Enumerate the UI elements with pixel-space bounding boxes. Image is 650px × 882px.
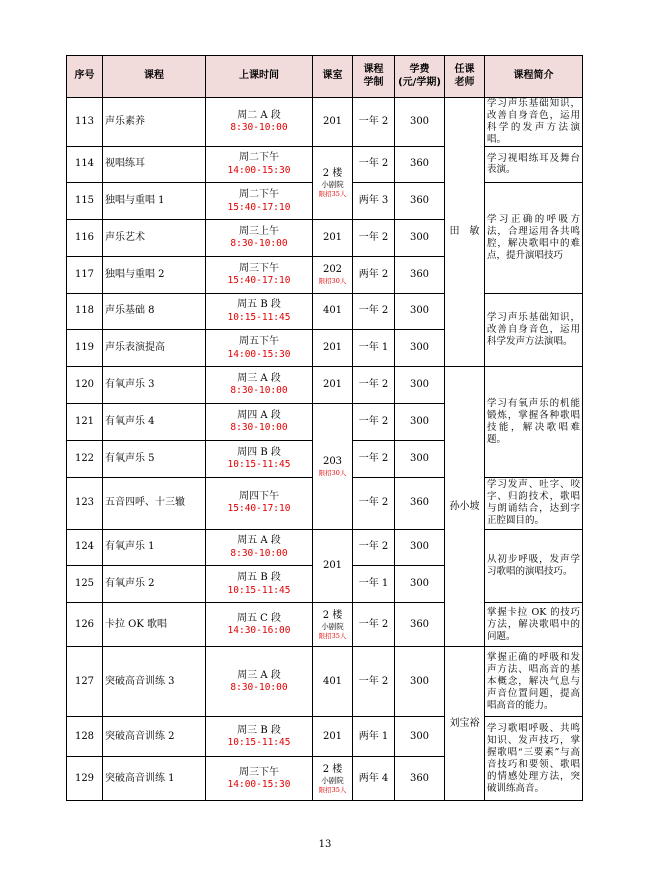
cell-no: 128 xyxy=(67,717,103,757)
header-course: 课程 xyxy=(103,56,206,98)
time-range: 8:30-10:00 xyxy=(230,547,288,559)
cell-duration: 一年 1 xyxy=(353,330,395,367)
time-day: 周二 A 段 xyxy=(237,109,281,121)
header-room: 课室 xyxy=(313,56,353,98)
cell-fee: 300 xyxy=(395,293,445,330)
cell-time xyxy=(206,293,313,330)
room-note: 限招35人 xyxy=(318,631,347,640)
cell-room: 401 xyxy=(313,293,353,330)
header-teacher-l2: 老师 xyxy=(454,76,475,88)
cell-duration: 两年 3 xyxy=(353,183,395,220)
cell-course: 五音四呼、十三辙 xyxy=(103,477,206,529)
time-day: 周五 B 段 xyxy=(237,299,281,311)
page-number: 13 xyxy=(318,839,332,850)
cell-fee: 300 xyxy=(395,367,445,404)
room-note: 限招30人 xyxy=(318,276,347,285)
room-main: 2 楼 xyxy=(322,763,343,775)
cell-intro: 学习正确的呼吸方法，合理运用各共鸣腔，解决歌唱中的难点，提升演唱技巧 xyxy=(485,183,583,293)
header-teacher-l1: 任课 xyxy=(454,64,475,75)
room-sub: 小剧院 xyxy=(321,622,344,632)
header-fee-l1: 学费 xyxy=(409,64,430,75)
cell-intro: 学习歌唱呼吸、共鸣知识、发声技巧，掌握歌唱“三要素”与高音技巧和要领、歌唱的情感处理方法，突破训练高音。 xyxy=(485,717,583,801)
time-day: 周三上午 xyxy=(239,225,279,237)
header-no: 序号 xyxy=(67,56,103,98)
time-range: 15:40-17:10 xyxy=(227,503,291,515)
cell-intro: 掌握卡拉 OK 的技巧方法，解决歌唱中的问题。 xyxy=(485,603,583,647)
cell-duration: 两年 1 xyxy=(353,717,395,757)
cell-intro: 学习视唱练耳及舞台表演。 xyxy=(485,146,583,183)
cell-time xyxy=(206,717,313,757)
time-range: 10:15-11:45 xyxy=(227,311,291,323)
cell-duration: 一年 2 xyxy=(353,440,395,477)
course-table xyxy=(66,55,583,801)
cell-time xyxy=(206,330,313,367)
table-row xyxy=(67,293,583,330)
cell-no: 116 xyxy=(67,220,103,257)
header-fee xyxy=(395,56,445,98)
header-time: 上课时间 xyxy=(206,56,313,98)
cell-duration: 一年 2 xyxy=(353,404,395,441)
time-range: 8:30-10:00 xyxy=(230,422,288,434)
cell-room xyxy=(313,757,353,801)
room-note: 限招35人 xyxy=(318,785,347,794)
header-duration-l2: 学制 xyxy=(363,76,384,88)
cell-time xyxy=(206,529,313,566)
cell-room: 401 xyxy=(313,647,353,717)
cell-fee: 300 xyxy=(395,717,445,757)
cell-no: 117 xyxy=(67,256,103,293)
cell-fee: 360 xyxy=(395,183,445,220)
cell-course: 突破高音训练 3 xyxy=(103,647,206,717)
header-fee-l2: (元/学期) xyxy=(398,76,441,88)
time-day: 周四 A 段 xyxy=(237,409,281,421)
time-range: 14:00-15:30 xyxy=(227,779,291,791)
cell-fee: 360 xyxy=(395,256,445,293)
cell-room: 201 xyxy=(313,367,353,404)
cell-duration: 两年 4 xyxy=(353,757,395,801)
header-intro: 课程简介 xyxy=(485,56,583,98)
cell-time xyxy=(206,367,313,404)
cell-fee: 300 xyxy=(395,98,445,147)
cell-room xyxy=(313,256,353,293)
cell-course: 有氧声乐 4 xyxy=(103,404,206,441)
cell-time xyxy=(206,440,313,477)
time-range: 10:15-11:45 xyxy=(227,737,291,749)
cell-time xyxy=(206,146,313,183)
cell-time xyxy=(206,404,313,441)
cell-no: 121 xyxy=(67,404,103,441)
room-main: 203 xyxy=(322,456,343,468)
time-day: 周三下午 xyxy=(239,766,279,778)
cell-course: 声乐表演提高 xyxy=(103,330,206,367)
cell-fee: 360 xyxy=(395,603,445,647)
time-range: 8:30-10:00 xyxy=(230,238,288,250)
cell-duration: 一年 2 xyxy=(353,603,395,647)
cell-time xyxy=(206,256,313,293)
room-sub: 小剧院 xyxy=(321,776,344,786)
cell-duration: 一年 2 xyxy=(353,98,395,147)
time-day: 周五下午 xyxy=(239,336,279,348)
header-teacher xyxy=(445,56,485,98)
cell-no: 123 xyxy=(67,477,103,529)
cell-room: 201 xyxy=(313,529,353,603)
cell-teacher: 刘宝裕 xyxy=(445,647,485,801)
cell-fee: 300 xyxy=(395,529,445,566)
time-day: 周二下午 xyxy=(239,189,279,200)
cell-course: 声乐艺术 xyxy=(103,220,206,257)
cell-fee: 300 xyxy=(395,330,445,367)
cell-intro: 学习有氧声乐的机能锻炼，掌握各种歌唱技能，解决歌唱难题。 xyxy=(485,367,583,477)
room-main: 202 xyxy=(322,264,343,276)
time-day: 周二下午 xyxy=(239,152,279,164)
cell-course: 独唱与重唱 1 xyxy=(103,183,206,220)
room-sub: 小剧院 xyxy=(321,180,344,190)
time-range: 15:40-17:10 xyxy=(227,275,291,287)
cell-intro: 学习声乐基础知识，改善自身音色，运用科学的发声方法演唱。 xyxy=(485,98,583,147)
cell-time xyxy=(206,603,313,647)
cell-course: 声乐素养 xyxy=(103,98,206,147)
time-day: 周三 B 段 xyxy=(237,724,281,736)
cell-time xyxy=(206,220,313,257)
cell-fee: 300 xyxy=(395,440,445,477)
cell-course: 卡拉 OK 歌唱 xyxy=(103,603,206,647)
room-main: 2 楼 xyxy=(322,609,343,621)
cell-duration: 一年 2 xyxy=(353,367,395,404)
room-note: 限招30人 xyxy=(318,468,347,477)
cell-no: 129 xyxy=(67,757,103,801)
time-day: 周五 C 段 xyxy=(236,612,281,624)
cell-room xyxy=(313,603,353,647)
cell-fee: 300 xyxy=(395,404,445,441)
table-row xyxy=(67,367,583,404)
cell-duration: 一年 2 xyxy=(353,293,395,330)
cell-no: 126 xyxy=(67,603,103,647)
cell-time xyxy=(206,477,313,529)
time-range: 8:30-10:00 xyxy=(230,682,288,694)
cell-no: 127 xyxy=(67,647,103,717)
room-note: 限招35人 xyxy=(318,189,347,198)
time-day: 周五 A 段 xyxy=(237,535,281,547)
time-range: 10:15-11:45 xyxy=(227,584,291,596)
cell-course: 有氧声乐 2 xyxy=(103,566,206,603)
room-main: 2 楼 xyxy=(322,167,343,179)
time-range: 14:00-15:30 xyxy=(227,164,291,176)
cell-course: 声乐基础 8 xyxy=(103,293,206,330)
cell-room: 201 xyxy=(313,717,353,757)
header-duration-l1: 课程 xyxy=(363,64,384,75)
cell-fee: 300 xyxy=(395,647,445,717)
cell-course: 有氧声乐 1 xyxy=(103,529,206,566)
table-row xyxy=(67,98,583,147)
cell-duration: 两年 2 xyxy=(353,256,395,293)
cell-fee: 360 xyxy=(395,757,445,801)
table-row xyxy=(67,146,583,183)
cell-intro: 掌握正确的呼吸和发声方法、唱高音的基本概念，解决气息与声音位置问题，提高唱高音的能力。 xyxy=(485,647,583,717)
time-range: 8:30-10:00 xyxy=(230,385,288,397)
time-day: 周三下午 xyxy=(239,262,279,274)
cell-fee: 300 xyxy=(395,566,445,603)
cell-no: 122 xyxy=(67,440,103,477)
cell-course: 独唱与重唱 2 xyxy=(103,256,206,293)
table-row xyxy=(67,647,583,717)
cell-intro: 学习声乐基础知识，改善自身音色，运用科学发声方法演唱。 xyxy=(485,293,583,367)
cell-no: 115 xyxy=(67,183,103,220)
cell-room: 201 xyxy=(313,330,353,367)
header-duration xyxy=(353,56,395,98)
time-day: 周五 B 段 xyxy=(237,572,281,584)
cell-course: 突破高音训练 2 xyxy=(103,717,206,757)
time-range: 14:30-16:00 xyxy=(227,625,291,637)
cell-no: 124 xyxy=(67,529,103,566)
cell-duration: 一年 2 xyxy=(353,647,395,717)
cell-course: 有氧声乐 3 xyxy=(103,367,206,404)
header-row xyxy=(67,56,583,98)
cell-fee: 300 xyxy=(395,220,445,257)
time-day: 周四 B 段 xyxy=(237,446,281,458)
cell-room xyxy=(313,146,353,220)
time-day: 周四下午 xyxy=(239,490,279,502)
cell-no: 119 xyxy=(67,330,103,367)
cell-room: 201 xyxy=(313,220,353,257)
time-day: 周三 A 段 xyxy=(237,372,281,384)
cell-duration: 一年 2 xyxy=(353,220,395,257)
cell-no: 118 xyxy=(67,293,103,330)
cell-room xyxy=(313,404,353,530)
cell-no: 125 xyxy=(67,566,103,603)
time-range: 14:00-15:30 xyxy=(227,348,291,360)
cell-teacher: 孙小坡 xyxy=(445,367,485,647)
cell-intro: 从初步呼吸，发声学习歌唱的演唱技巧。 xyxy=(485,529,583,603)
cell-duration: 一年 2 xyxy=(353,146,395,183)
cell-intro: 学习发声、吐字、咬字、归韵技术，歌唱与朗诵结合，达到字正腔圆目的。 xyxy=(485,477,583,529)
cell-room: 201 xyxy=(313,98,353,147)
cell-time xyxy=(206,183,313,220)
cell-course: 突破高音训练 1 xyxy=(103,757,206,801)
time-day: 周三 A 段 xyxy=(237,669,281,681)
cell-duration: 一年 1 xyxy=(353,566,395,603)
time-range: 8:30-10:00 xyxy=(230,122,288,134)
cell-duration: 一年 2 xyxy=(353,477,395,529)
cell-fee: 360 xyxy=(395,146,445,183)
cell-course: 有氧声乐 5 xyxy=(103,440,206,477)
cell-course: 视唱练耳 xyxy=(103,146,206,183)
cell-time xyxy=(206,98,313,147)
cell-time xyxy=(206,566,313,603)
table-row xyxy=(67,603,583,647)
table-row xyxy=(67,529,583,566)
cell-teacher: 田 敏 xyxy=(445,98,485,367)
cell-no: 120 xyxy=(67,367,103,404)
time-range: 15:40-17:10 xyxy=(227,201,291,213)
time-range: 10:15-11:45 xyxy=(227,459,291,471)
cell-duration: 一年 2 xyxy=(353,529,395,566)
table-row xyxy=(67,717,583,757)
cell-time xyxy=(206,757,313,801)
cell-no: 113 xyxy=(67,98,103,147)
cell-no: 114 xyxy=(67,146,103,183)
cell-fee: 360 xyxy=(395,477,445,529)
cell-time xyxy=(206,647,313,717)
